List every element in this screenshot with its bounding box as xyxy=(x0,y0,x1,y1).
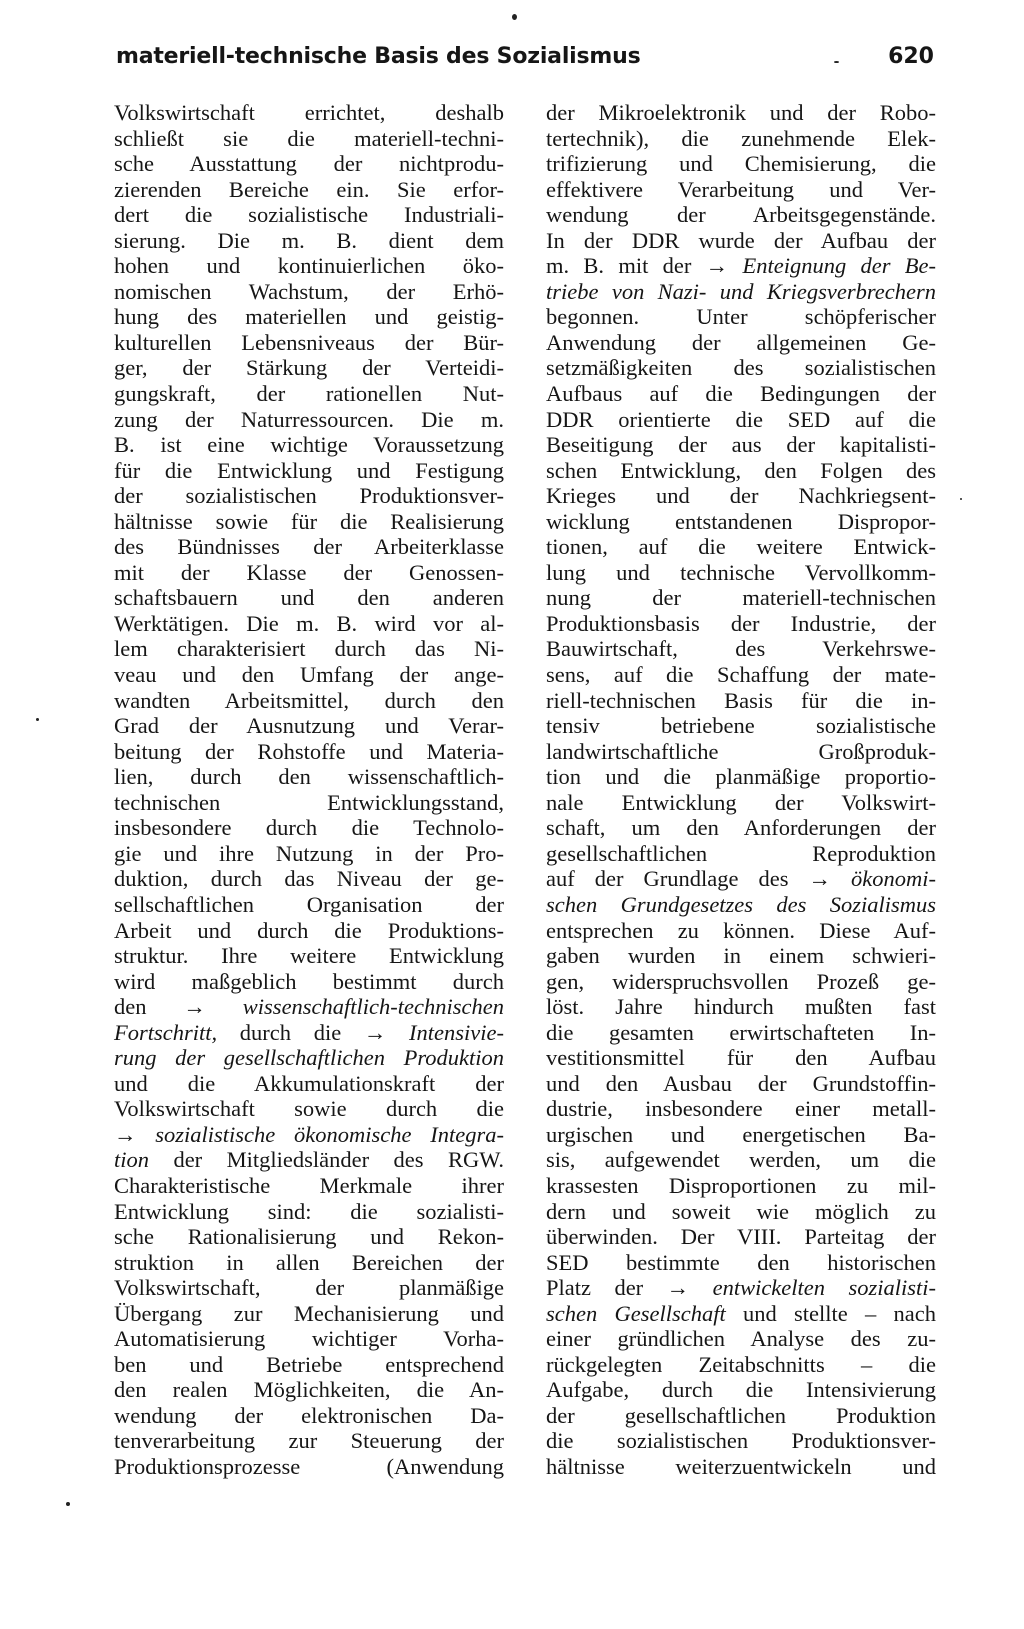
text-segment: hohen und kontinuierlichen öko- xyxy=(114,253,504,279)
text-column-left xyxy=(114,100,504,1480)
text-segment: sierung. Die m. B. dient dem xyxy=(114,227,504,253)
text-line xyxy=(546,585,936,611)
text-line xyxy=(114,1199,504,1225)
text-segment: Volkswirtschaft sowie durch die xyxy=(114,1096,504,1122)
text-segment: trifizierung und Chemisierung, die xyxy=(546,151,936,177)
scan-speck xyxy=(834,61,839,63)
text-line xyxy=(114,534,504,560)
text-line xyxy=(546,483,936,509)
text-line xyxy=(114,355,504,381)
text-segment: lung und technische Vervollkomm- xyxy=(546,559,936,585)
text-line xyxy=(114,790,504,816)
text-line xyxy=(546,1173,936,1199)
text-line xyxy=(546,1352,936,1378)
text-segment: schließt sie die materiell-techni- xyxy=(114,125,504,151)
text-segment: veau und den Umfang der ange- xyxy=(114,662,504,688)
text-line xyxy=(546,815,936,841)
running-title: materiell-technische Basis des Sozialismus xyxy=(116,44,641,69)
text-line xyxy=(546,534,936,560)
text-line xyxy=(114,1045,504,1071)
text-line xyxy=(546,1250,936,1276)
text-line xyxy=(114,432,504,458)
text-segment: vestitionsmittel für den Aufbau xyxy=(546,1045,936,1071)
text-line xyxy=(114,151,504,177)
text-line xyxy=(114,918,504,944)
text-line xyxy=(546,636,936,662)
text-segment: ger, der Stärkung der Verteidi- xyxy=(114,355,504,381)
text-line xyxy=(114,483,504,509)
text-segment: nomischen Wachstum, der Erhö- xyxy=(114,278,504,304)
text-segment: Übergang zur Mechanisierung und xyxy=(114,1300,504,1326)
text-line xyxy=(114,969,504,995)
text-line xyxy=(546,994,936,1020)
text-segment: landwirtschaftliche Großproduk- xyxy=(546,738,936,764)
text-segment: auf der Grundlage des → xyxy=(546,866,852,892)
text-segment: zierenden Bereiche ein. Sie erfor- xyxy=(114,176,504,202)
text-segment: Platz der → xyxy=(546,1275,713,1301)
text-line xyxy=(114,381,504,407)
text-line xyxy=(114,509,504,535)
text-line xyxy=(546,560,936,586)
text-segment: Produktionsbasis der Industrie, der xyxy=(546,610,936,636)
text-segment: Krieges und der Nachkriegsent- xyxy=(546,483,936,509)
text-line xyxy=(114,1020,504,1046)
text-line xyxy=(546,688,936,714)
text-segment: gen, widerspruchsvollen Prozeß ge- xyxy=(546,968,936,994)
text-segment: hung des materiellen und geistig- xyxy=(114,304,504,330)
text-line xyxy=(546,304,936,330)
text-line xyxy=(114,1071,504,1097)
text-line xyxy=(114,202,504,228)
italic-reference: schen Grundgesetzes des Sozialismus xyxy=(546,891,936,917)
text-line xyxy=(546,943,936,969)
text-segment: gaben wurden in einem schwieri- xyxy=(546,943,936,969)
text-line xyxy=(546,1045,936,1071)
text-line xyxy=(546,1020,936,1046)
italic-reference: ökonomi- xyxy=(851,866,936,892)
text-line xyxy=(114,662,504,688)
text-segment: Charakteristische Merkmale ihrer xyxy=(114,1172,504,1198)
text-segment: struktur. Ihre weitere Entwicklung xyxy=(114,943,504,969)
text-line xyxy=(546,509,936,535)
text-segment: krassesten Disproportionen zu mil- xyxy=(546,1172,936,1198)
text-line xyxy=(114,994,504,1020)
text-line xyxy=(114,304,504,330)
text-segment: tenverarbeitung zur Steuerung der xyxy=(114,1428,504,1454)
text-segment: effektivere Verarbeitung und Ver- xyxy=(546,176,936,202)
text-segment: nale Entwicklung der Volkswirt- xyxy=(546,789,936,815)
running-header xyxy=(116,44,934,84)
text-segment: zung der Naturressourcen. Die m. xyxy=(114,406,504,432)
text-segment: lien, durch den wissenschaftlich- xyxy=(114,764,504,790)
text-line xyxy=(546,355,936,381)
text-line xyxy=(546,228,936,254)
scan-speck xyxy=(66,1502,70,1506)
text-line xyxy=(114,815,504,841)
text-line xyxy=(546,1071,936,1097)
text-line xyxy=(546,1096,936,1122)
text-segment: insbesondere durch die Technolo- xyxy=(114,815,504,841)
text-segment: und den Ausbau der Grundstoffin- xyxy=(546,1070,936,1096)
italic-reference: sozialistische ökonomische Integra- xyxy=(155,1121,504,1147)
text-line xyxy=(546,1428,936,1454)
text-segment: den → xyxy=(114,994,243,1020)
text-segment: struktion in allen Bereichen der xyxy=(114,1249,504,1275)
text-line xyxy=(546,330,936,356)
text-segment: dern und soweit wie möglich zu xyxy=(546,1198,936,1224)
italic-reference: Intensivie- xyxy=(409,1019,504,1045)
text-segment: beitung der Rohstoffe und Materia- xyxy=(114,738,504,764)
text-line xyxy=(114,1301,504,1327)
text-segment: setzmäßigkeiten des sozialistischen xyxy=(546,355,936,381)
text-segment: tertechnik), die zunehmende Elek- xyxy=(546,125,936,151)
text-line xyxy=(114,253,504,279)
text-segment: der sozialistischen Produktionsver- xyxy=(114,483,504,509)
text-segment: Automatisierung wichtiger Vorha- xyxy=(114,1326,504,1352)
text-segment: überwinden. Der VIII. Parteitag der xyxy=(546,1224,936,1250)
text-segment: Volkswirtschaft errichtet, deshalb xyxy=(114,100,504,125)
text-line xyxy=(546,866,936,892)
text-segment: wandten Arbeitsmittel, durch den xyxy=(114,687,504,713)
text-segment: sens, auf die Schaffung der mate- xyxy=(546,662,936,688)
text-segment: wicklung entstandenen Dispropor- xyxy=(546,508,936,534)
text-line xyxy=(546,253,936,279)
text-segment: hältnisse sowie für die Realisierung xyxy=(114,508,504,534)
text-line xyxy=(546,1326,936,1352)
text-segment: duktion, durch das Niveau der ge- xyxy=(114,866,504,892)
text-segment: die gesamten erwirtschafteten In- xyxy=(546,1019,936,1045)
text-line xyxy=(546,1377,936,1403)
text-line xyxy=(546,202,936,228)
text-line xyxy=(546,764,936,790)
text-line xyxy=(546,100,936,126)
italic-reference: schen Gesellschaft xyxy=(546,1300,726,1326)
text-segment: für die Entwicklung und Festigung xyxy=(114,457,504,483)
italic-reference: tion xyxy=(114,1147,150,1173)
text-segment: sche Rationalisierung und Rekon- xyxy=(114,1224,504,1250)
text-segment: schaft, um den Anforderungen der xyxy=(546,815,936,841)
text-line xyxy=(114,177,504,203)
text-segment: Aufgabe, durch die Intensivierung xyxy=(546,1377,936,1403)
text-segment: mit der Klasse der Genossen- xyxy=(114,559,504,585)
text-line xyxy=(114,713,504,739)
text-segment: → xyxy=(114,1121,156,1147)
text-line xyxy=(114,585,504,611)
text-segment: dert die sozialistische Industriali- xyxy=(114,202,504,228)
text-segment: dustrie, insbesondere einer metall- xyxy=(546,1096,936,1122)
text-segment: lem charakterisiert durch das Ni- xyxy=(114,636,504,662)
text-line xyxy=(546,1275,936,1301)
text-line xyxy=(546,713,936,739)
text-segment: sellschaftlichen Organisation der xyxy=(114,891,504,917)
text-line xyxy=(114,1173,504,1199)
text-segment: der Mikroelektronik und der Robo- xyxy=(546,100,936,125)
text-segment: urgischen und energetischen Ba- xyxy=(546,1121,936,1147)
text-segment: Aufbaus auf die Bedingungen der xyxy=(546,381,936,407)
text-line xyxy=(114,841,504,867)
text-line xyxy=(114,407,504,433)
text-segment: sis, aufgewendet werden, um die xyxy=(546,1147,936,1173)
text-segment: DDR orientierte die SED auf die xyxy=(546,406,936,432)
italic-reference: rung der gesellschaftlichen Produktion xyxy=(114,1045,504,1071)
text-line xyxy=(546,177,936,203)
text-line xyxy=(546,458,936,484)
text-line xyxy=(546,126,936,152)
text-segment: SED bestimmte den historischen xyxy=(546,1249,936,1275)
text-line xyxy=(546,662,936,688)
text-segment: Produktionsprozesse (Anwendung xyxy=(114,1453,504,1479)
text-line xyxy=(546,790,936,816)
text-segment: entsprechen zu können. Diese Auf- xyxy=(546,917,936,943)
text-segment: In der DDR wurde der Aufbau der xyxy=(546,227,936,253)
scan-speck xyxy=(512,14,517,20)
text-segment: und stellte – nach xyxy=(725,1300,936,1326)
text-segment: und die Akkumulationskraft der xyxy=(114,1070,504,1096)
text-segment: Arbeit und durch die Produktions- xyxy=(114,917,504,943)
text-line xyxy=(114,1377,504,1403)
text-segment: ben und Betriebe entsprechend xyxy=(114,1351,504,1377)
text-segment: löst. Jahre hindurch mußten fast xyxy=(546,994,936,1020)
text-segment: Beseitigung der aus der kapitalisti- xyxy=(546,432,936,458)
text-line xyxy=(114,943,504,969)
text-segment: begonnen. Unter schöpferischer xyxy=(546,304,936,330)
text-line xyxy=(546,611,936,637)
text-line xyxy=(546,1122,936,1148)
text-line xyxy=(114,636,504,662)
text-line xyxy=(114,1454,504,1480)
text-line xyxy=(114,688,504,714)
text-line xyxy=(114,739,504,765)
text-line xyxy=(114,611,504,637)
text-line xyxy=(114,560,504,586)
text-segment: hältnisse weiterzuentwickeln und xyxy=(546,1453,936,1479)
text-segment: m. B. mit der → xyxy=(546,253,743,279)
text-segment: einer gründlichen Analyse des zu- xyxy=(546,1326,936,1352)
text-line xyxy=(546,1224,936,1250)
text-line xyxy=(114,892,504,918)
text-segment: den realen Möglichkeiten, die An- xyxy=(114,1377,504,1403)
italic-reference: triebe von Nazi- und Kriegsverbrechern xyxy=(546,278,936,304)
text-segment: gesellschaftlichen Reproduktion xyxy=(546,840,936,866)
text-segment: gungskraft, der rationellen Nut- xyxy=(114,381,504,407)
text-segment: der gesellschaftlichen Produktion xyxy=(546,1402,936,1428)
text-line xyxy=(114,1326,504,1352)
text-segment: des Bündnisses der Arbeiterklasse xyxy=(114,534,504,560)
text-segment: kulturellen Lebensniveaus der Bür- xyxy=(114,329,504,355)
text-column-right xyxy=(546,100,936,1480)
text-line xyxy=(546,1454,936,1480)
page-number: 620 xyxy=(888,44,934,69)
text-line xyxy=(546,969,936,995)
text-line xyxy=(114,1403,504,1429)
text-line xyxy=(546,739,936,765)
text-line xyxy=(546,892,936,918)
text-line xyxy=(546,841,936,867)
text-line xyxy=(114,228,504,254)
text-segment: technischen Entwicklungsstand, xyxy=(114,789,504,815)
text-line xyxy=(546,1403,936,1429)
text-line xyxy=(546,1199,936,1225)
text-segment: Bauwirtschaft, des Verkehrswe- xyxy=(546,636,936,662)
text-line xyxy=(546,381,936,407)
text-line xyxy=(114,1250,504,1276)
text-line xyxy=(114,1352,504,1378)
text-segment: wendung der Arbeitsgegenstände. xyxy=(546,202,936,228)
text-line xyxy=(114,330,504,356)
text-line xyxy=(114,764,504,790)
text-line xyxy=(114,1275,504,1301)
text-line xyxy=(114,1096,504,1122)
text-segment: Entwicklung sind: die sozialisti- xyxy=(114,1198,504,1224)
text-segment: B. ist eine wichtige Voraussetzung xyxy=(114,432,504,458)
text-segment: schaftsbauern und den anderen xyxy=(114,585,504,611)
text-segment: Grad der Ausnutzung und Verar- xyxy=(114,713,504,739)
text-segment: schen Entwicklung, den Folgen des xyxy=(546,457,936,483)
text-segment: wird maßgeblich bestimmt durch xyxy=(114,968,504,994)
text-line xyxy=(114,126,504,152)
text-line xyxy=(114,100,504,126)
text-segment: wendung der elektronischen Da- xyxy=(114,1402,504,1428)
text-line xyxy=(546,279,936,305)
italic-reference: Enteignung der Be- xyxy=(742,253,937,279)
text-line xyxy=(114,866,504,892)
text-segment: rückgelegten Zeitabschnitts – die xyxy=(546,1351,936,1377)
italic-reference: wissenschaftlich-technischen xyxy=(242,994,504,1020)
text-line xyxy=(114,1224,504,1250)
text-line xyxy=(114,1147,504,1173)
text-segment: der Mitgliedsländer des RGW. xyxy=(149,1147,504,1173)
text-segment: sche Ausstattung der nichtprodu- xyxy=(114,151,504,177)
text-segment: Volkswirtschaft, der planmäßige xyxy=(114,1275,504,1301)
scan-speck xyxy=(36,718,39,721)
text-line xyxy=(114,279,504,305)
text-line xyxy=(546,407,936,433)
italic-reference: entwickelten sozialisti- xyxy=(712,1275,936,1301)
text-segment: tionen, auf die weitere Entwick- xyxy=(546,534,936,560)
text-segment: nung der materiell-technischen xyxy=(546,585,936,611)
text-segment: Werktätigen. Die m. B. wird vor al- xyxy=(114,610,504,636)
text-segment: tensiv betriebene sozialistische xyxy=(546,713,936,739)
text-segment: durch die → xyxy=(217,1019,410,1045)
text-line xyxy=(546,432,936,458)
text-line xyxy=(546,1147,936,1173)
text-line xyxy=(114,1428,504,1454)
text-segment: gie und ihre Nutzung in der Pro- xyxy=(114,840,504,866)
text-line xyxy=(546,151,936,177)
text-segment: tion und die planmäßige proportio- xyxy=(546,764,936,790)
scan-speck xyxy=(960,498,962,500)
text-line xyxy=(546,1301,936,1327)
text-segment: die sozialistischen Produktionsver- xyxy=(546,1428,936,1454)
text-segment: riell-technischen Basis für die in- xyxy=(546,687,936,713)
italic-reference: Fortschritt, xyxy=(114,1019,218,1045)
text-line xyxy=(546,918,936,944)
text-line xyxy=(114,1122,504,1148)
text-line xyxy=(114,458,504,484)
text-segment: Anwendung der allgemeinen Ge- xyxy=(546,329,936,355)
